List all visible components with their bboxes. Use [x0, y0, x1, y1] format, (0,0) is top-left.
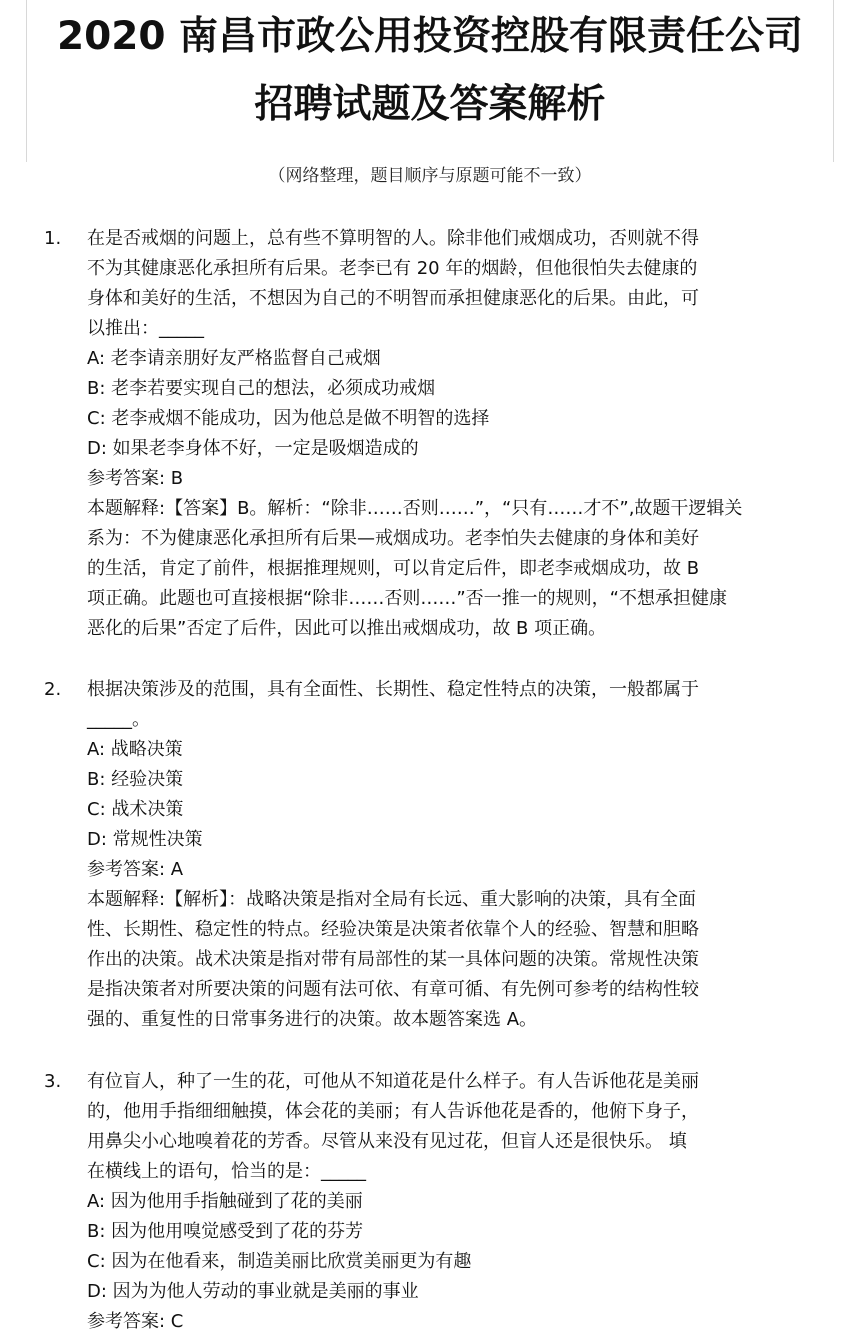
- explanation-line: 本题解释:【答案】B。解析：“除非……否则……”，“只有……才不”,故题干逻辑关: [87, 498, 743, 519]
- option-a: A: 战略决策: [87, 739, 183, 760]
- question-number: 3.: [44, 1071, 62, 1092]
- explanation-line: 的生活，肯定了前件，根据推理规则，可以肯定后件，即老李戒烟成功，故 B: [87, 558, 700, 579]
- stem-line: 的，他用手指细细触摸，体会花的美丽；有人告诉他花是香的，他俯下身子，: [87, 1101, 699, 1122]
- document-title-line2: 招聘试题及答案解析: [254, 82, 606, 127]
- option-d: D: 因为为他人劳动的事业就是美丽的事业: [87, 1281, 419, 1302]
- explanation-line: 恶化的后果”否定了后件，因此可以推出戒烟成功，故 B 项正确。: [87, 618, 607, 639]
- reference-answer: 参考答案: B: [87, 468, 184, 489]
- document-title-line1: 2020 南昌市政公用投资控股有限责任公司: [56, 14, 804, 59]
- stem-line: 有位盲人，种了一生的花，可他从不知道花是什么样子。有人告诉他花是美丽: [87, 1071, 699, 1092]
- stem-line: 不为其健康恶化承担所有后果。老李已有 20 年的烟龄，但他很怕失去健康的: [87, 258, 698, 279]
- option-b: B: 因为他用嗅觉感受到了花的芬芳: [87, 1221, 364, 1242]
- stem-line: 根据决策涉及的范围，具有全面性、长期性、稳定性特点的决策，一般都属于: [87, 679, 699, 700]
- option-b: B: 老李若要实现自己的想法，必须成功戒烟: [87, 378, 436, 399]
- explanation-line: 作出的决策。战术决策是指对带有局部性的某一具体问题的决策。常规性决策: [87, 949, 699, 970]
- explanation-line: 系为：不为健康恶化承担所有后果—戒烟成功。老李怕失去健康的身体和美好: [87, 528, 699, 549]
- explanation-line: 本题解释:【解析】：战略决策是指对全局有长远、重大影响的决策，具有全面: [87, 889, 697, 910]
- option-c: C: 老李戒烟不能成功，因为他总是做不明智的选择: [87, 408, 490, 429]
- question-number: 2.: [44, 679, 62, 700]
- option-d: D: 如果老李身体不好，一定是吸烟造成的: [87, 438, 419, 459]
- reference-answer: 参考答案: C: [87, 1311, 184, 1332]
- stem-line: _____。: [87, 709, 150, 730]
- option-c: C: 因为在他看来，制造美丽比欣赏美丽更为有趣: [87, 1251, 472, 1272]
- stem-line: 在是否戒烟的问题上，总有些不算明智的人。除非他们戒烟成功，否则就不得: [87, 228, 699, 249]
- question-number: 1.: [44, 228, 62, 249]
- option-d: D: 常规性决策: [87, 829, 203, 850]
- question-stem: [87, 1067, 813, 1337]
- option-c: C: 战术决策: [87, 799, 184, 820]
- stem-line: 用鼻尖小心地嗅着花的芳香。尽管从来没有见过花，但盲人还是很快乐。 填: [87, 1131, 687, 1152]
- option-a: A: 老李请亲朋好友严格监督自己戒烟: [87, 348, 381, 369]
- stem-line: 以推出：_____: [87, 318, 204, 339]
- stem-line: 身体和美好的生活，不想因为自己的不明智而承担健康恶化的后果。由此，可: [87, 288, 699, 309]
- question-stem: [87, 675, 813, 1035]
- question-stem: [87, 224, 813, 644]
- reference-answer: 参考答案: A: [87, 859, 184, 880]
- explanation-line: 性、长期性、稳定性的特点。经验决策是决策者依靠个人的经验、智慧和胆略: [87, 919, 699, 940]
- option-a: A: 因为他用手指触碰到了花的美丽: [87, 1191, 363, 1212]
- document-subtitle: （网络整理，题目顺序与原题可能不一致）: [268, 166, 592, 186]
- stem-line: 在横线上的语句，恰当的是：_____: [87, 1161, 366, 1182]
- explanation-line: 强的、重复性的日常事务进行的决策。故本题答案选 A。: [87, 1009, 538, 1030]
- explanation-line: 是指决策者对所要决策的问题有法可依、有章可循、有先例可参考的结构性较: [87, 979, 699, 1000]
- explanation-line: 项正确。此题也可直接根据“除非……否则……”否一推一的规则，“不想承担健康: [87, 588, 727, 609]
- option-b: B: 经验决策: [87, 769, 184, 790]
